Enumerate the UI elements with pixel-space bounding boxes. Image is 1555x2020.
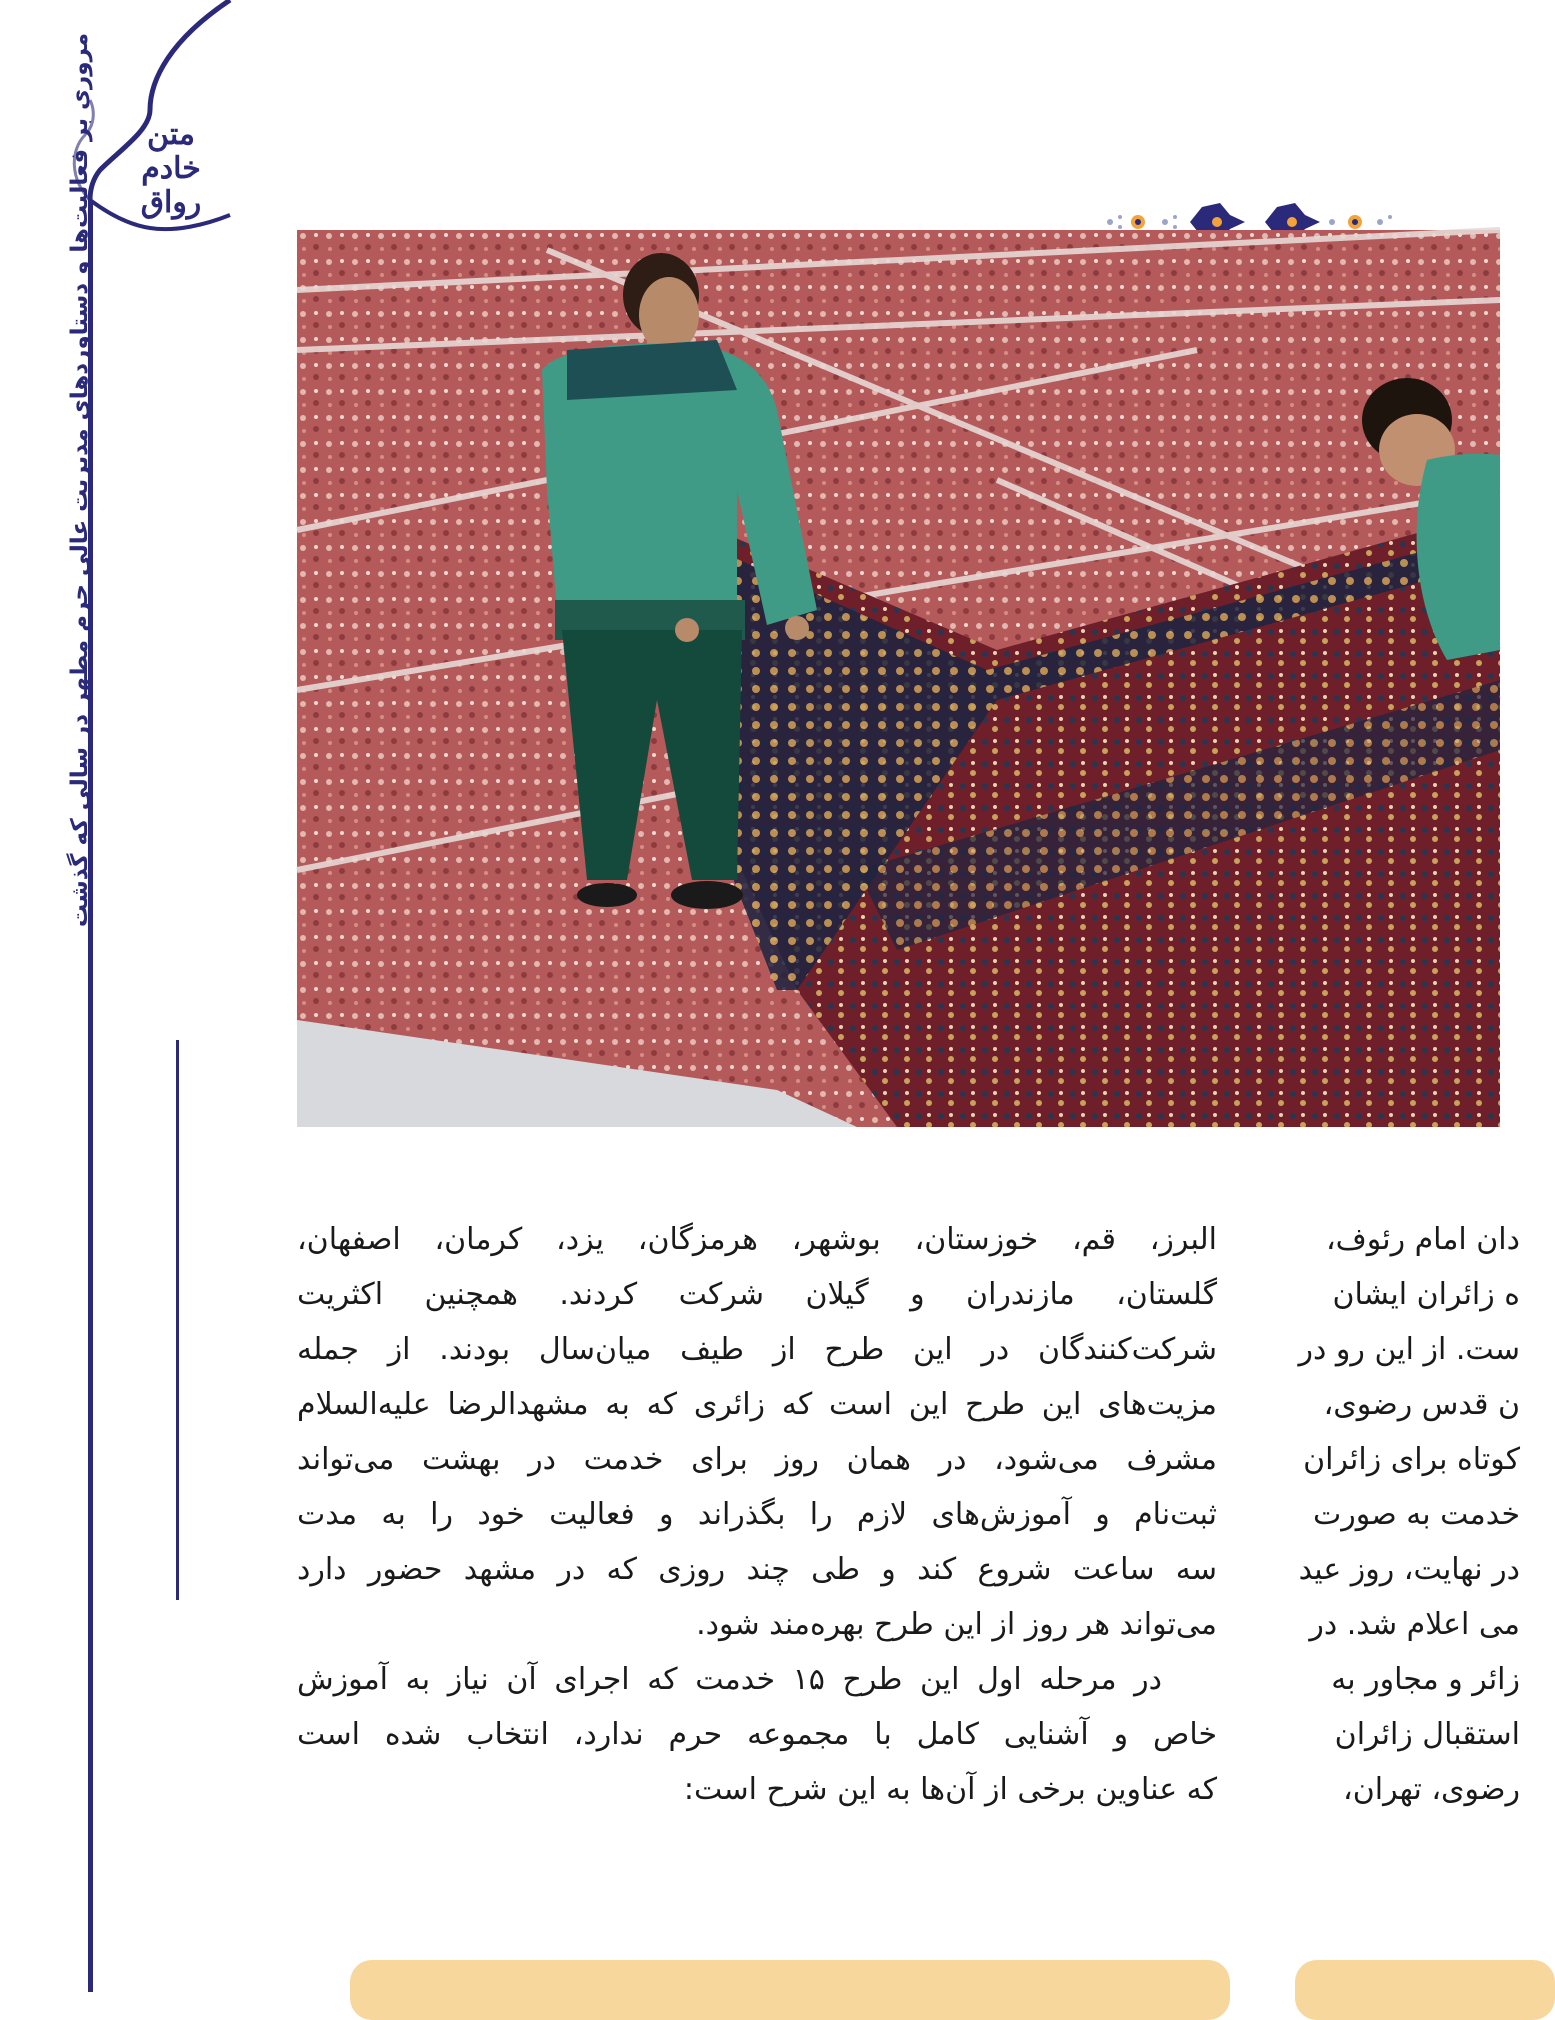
highlight-box-right — [1295, 1960, 1555, 2020]
main-line-1: البرز، قم، خوزستان، بوشهر، هرمزگان، یزد، کرمان، اصفهان، — [297, 1222, 1217, 1257]
main-line-7: سه ساعت شروع کند و طی چند روزی که در مشهد حضور دارد — [297, 1552, 1217, 1587]
main-line-6: ثبت‌نام و آموزش‌های لازم را بگذراند و فعالیت خود را به مدت — [297, 1497, 1217, 1532]
right-line-8: می اعلام شد. در — [1309, 1607, 1520, 1642]
right-line-2: ه زائران ایشان — [1332, 1277, 1520, 1312]
right-line-1: دان امام رئوف، — [1325, 1222, 1520, 1257]
logo-line-2: خادم — [141, 151, 201, 186]
main-line-4: مزیت‌های این طرح این است که زائری که به مشهدالرضا علیه‌السلام — [297, 1387, 1217, 1422]
photo-carpet-workers — [297, 230, 1500, 1127]
right-line-3: ست. از این رو در — [1298, 1332, 1520, 1367]
main-line-2: گلستان، مازندران و گیلان شرکت کردند. همچنین اکثریت — [297, 1277, 1217, 1312]
sidebar-band — [0, 0, 230, 1992]
caption-rule — [176, 1040, 179, 1600]
right-line-4: ن قدس رضوی، — [1323, 1387, 1520, 1422]
main-line-8: می‌تواند هر روز از این طرح بهره‌مند شود. — [696, 1607, 1217, 1642]
main-line-9: در مرحله اول این طرح ۱۵ خدمت که اجرای آن نیاز به آموزش — [297, 1662, 1163, 1697]
logo-line-1: متن — [147, 117, 195, 152]
logo-line-3: رواق — [140, 185, 202, 220]
right-line-9: زائر و مجاور به — [1331, 1662, 1520, 1697]
band-frame-shape — [0, 0, 230, 1992]
right-line-7: در نهایت، روز عید — [1298, 1552, 1520, 1587]
main-line-5: مشرف می‌شود، در همان روز برای خدمت در بهشت می‌تواند — [297, 1442, 1217, 1477]
main-line-11: که عناوین برخی از آن‌ها به این شرح است: — [683, 1772, 1217, 1807]
right-line-6: خدمت به صورت — [1312, 1497, 1520, 1532]
magazine-logo — [96, 118, 246, 220]
main-line-3: شرکت‌کنندگان در این طرح از طیف میان‌سال بودند. از جمله — [297, 1332, 1217, 1367]
right-line-10: استقبال زائران — [1334, 1717, 1520, 1752]
article-main-column — [297, 1212, 1217, 1817]
right-line-5: کوتاه برای زائران — [1303, 1442, 1520, 1477]
highlight-box-left — [350, 1960, 1230, 2020]
article-right-column — [1260, 1212, 1520, 1817]
main-line-10: خاص و آشنایی کامل با مجموعه حرم ندارد، انتخاب شده است — [297, 1717, 1217, 1752]
right-line-11: رضوی، تهران، — [1343, 1772, 1520, 1807]
section-caption: مروری بر فعالیت‌ها و دستاوردهای مدیریت عالی حرم مطهر در سالی که گذشت — [67, 32, 93, 928]
